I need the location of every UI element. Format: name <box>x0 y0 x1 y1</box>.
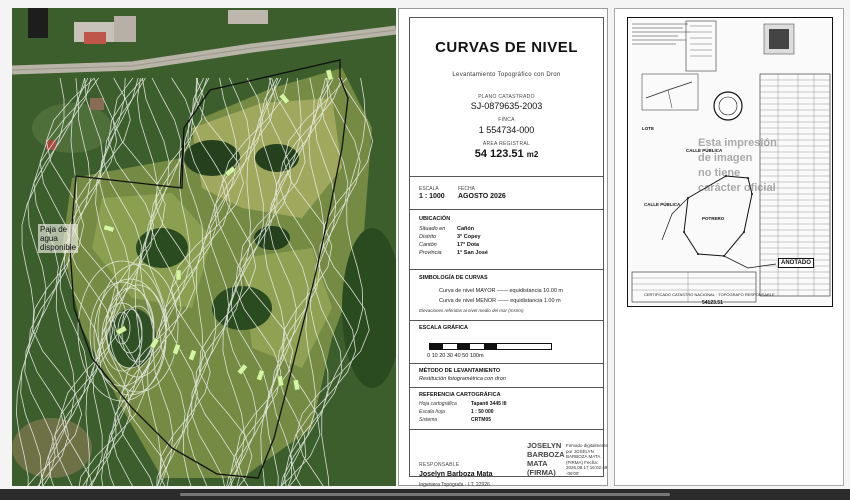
plan-tag: POTRERO <box>702 216 725 221</box>
escala-value: 1 : 1000 <box>419 193 445 200</box>
plan-tag: CALLE PÚBLICA <box>644 202 681 207</box>
anotado-stamp: ANOTADO <box>778 258 814 268</box>
ubicacion-row: Cantón 17° Dota <box>419 242 480 248</box>
plan-tag: LOTE <box>642 126 654 131</box>
contour-major-legend: Curva de nivel MAYOR —— equidistancia 10.00 m <box>439 288 564 294</box>
escala-label: ESCALA <box>419 186 439 192</box>
metodo-value: Restitución fotogramétrica con dron <box>419 376 506 382</box>
ubicacion-row: Provincia 1° San José <box>419 250 488 256</box>
water-availability-label: Paja de agua disponible <box>40 225 77 252</box>
section-divider <box>409 176 604 177</box>
digital-signature-name: JOSELYN BARBOZA MATA (FIRMA) <box>527 441 565 477</box>
section-divider <box>409 429 604 430</box>
referencia-row: Sistema CRTM05 <box>419 417 492 423</box>
ubicacion-row: Situado en Cañón <box>419 226 475 232</box>
responsable-name: Joselyn Barboza Mata <box>419 471 493 478</box>
plan-area: 54123.51 <box>702 300 723 306</box>
title-block <box>398 8 608 486</box>
scrollbar-thumb[interactable] <box>180 493 670 496</box>
fecha-value: AGOSTO 2026 <box>458 193 506 200</box>
digital-signature-stamp: Firmado digitalmente por JOSELYN BARBOZA MATA (FIRMA) Fecha: 2026.08.17 16:02:49 -06'00' <box>566 443 609 476</box>
non-official-watermark: Esta impresión de imagen no tiene carácter oficial <box>698 137 777 194</box>
finca-value: 1 554734-000 <box>478 125 535 135</box>
contour-minor-legend: Curva de nivel MENOR —— equidistancia 1.00 m <box>439 298 561 304</box>
section-divider <box>409 320 604 321</box>
section-divider <box>409 363 604 364</box>
cadastral-plan <box>614 8 844 486</box>
plano-value: SJ-0879635-2003 <box>470 101 543 111</box>
document-subtitle: Levantamiento Topográfico con Dron <box>452 72 561 78</box>
viewer-scrollbar[interactable] <box>0 489 850 500</box>
title-block-frame <box>409 17 604 477</box>
elevation-note: Elevaciones referidas al nivel medio del mar (msnm) <box>419 308 524 313</box>
referencia-header: REFERENCIA CARTOGRÁFICA <box>419 392 501 398</box>
metodo-header: MÉTODO DE LEVANTAMIENTO <box>419 368 501 374</box>
graphic-scale-bar <box>429 343 552 350</box>
section-divider <box>409 209 604 210</box>
section-divider <box>409 269 604 270</box>
responsable-meta: Ingeniera Topógrafa · I.T. 22926 <box>419 482 490 488</box>
aerial-contour-map <box>12 8 396 486</box>
area-value: 54 123.51 m2 <box>474 148 539 160</box>
ubicacion-header: UBICACIÓN <box>419 216 451 222</box>
responsable-label: RESPONSABLE <box>419 462 460 468</box>
fecha-label: FECHA <box>458 186 475 192</box>
referencia-row: Hoja cartográfica Tapanti 3445 III <box>419 401 507 407</box>
referencia-row: Escala hoja 1 : 50 000 <box>419 409 494 415</box>
plano-label: PLANO CATASTRADO <box>478 94 535 100</box>
cadastral-plan-frame <box>627 17 833 307</box>
simbologia-header: SIMBOLOGÍA DE CURVAS <box>419 275 488 281</box>
document-title: CURVAS DE NIVEL <box>435 39 578 56</box>
escala-grafica-header: ESCALA GRÁFICA <box>419 325 468 331</box>
ubicacion-row: Distrito 3° Copey <box>419 234 481 240</box>
plan-tag: CALLE PÚBLICA <box>686 148 723 153</box>
graphic-scale-ticks: 0 10 20 30 40 50 100m <box>427 353 484 359</box>
area-label: ÁREA REGISTRAL <box>482 141 531 147</box>
section-divider <box>409 387 604 388</box>
plan-footer: CERTIFICADO CATASTRO NACIONAL · TOPÓGRAFO RESPONSABLE <box>644 292 775 297</box>
finca-label: FINCA <box>498 117 515 123</box>
